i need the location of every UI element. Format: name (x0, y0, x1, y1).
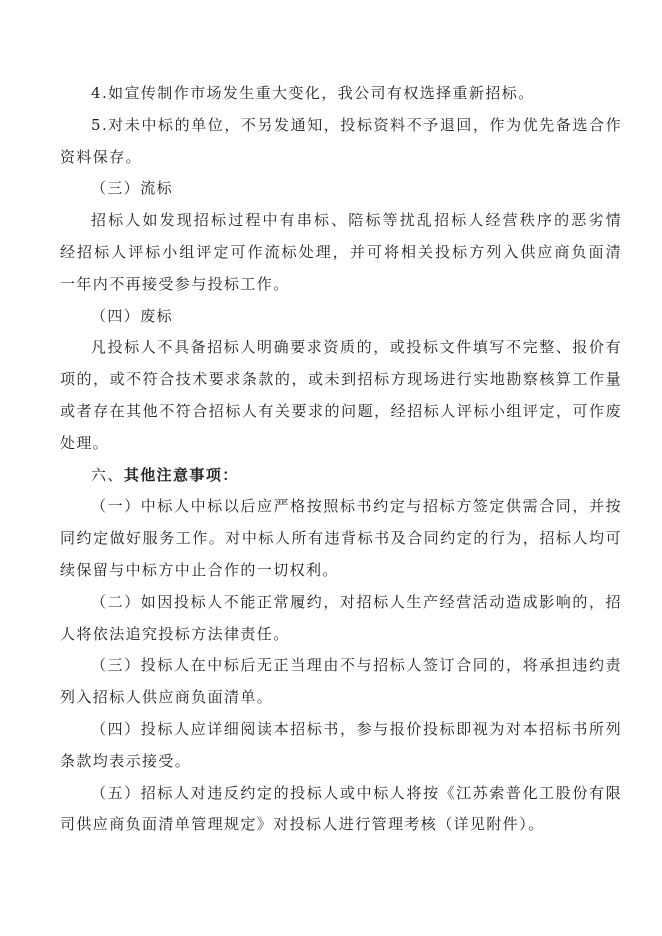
line-text: （五）招标人对违反约定的投标人或中标人将按《江苏索普化工股份有限 (91, 783, 622, 802)
section-number: 六、 (91, 465, 124, 484)
document-body (60, 78, 622, 841)
text-line (60, 237, 622, 269)
line-text: 司供应商负面清单管理规定》对投标人进行管理考核（详见附件）。 (60, 815, 545, 834)
line-text: 或者存在其他不符合招标人有关要求的问题，经招标人评标小组评定，可作废 (60, 401, 622, 420)
line-text: 条款均表示接受。 (60, 751, 192, 770)
line-text: 续保留与中标方中止合作的一切权利。 (60, 560, 339, 579)
line-text: 凡投标人不具备招标人明确要求资质的，或投标文件填写不完整、报价有 (91, 338, 622, 357)
text-line (60, 523, 622, 555)
text-line (60, 555, 622, 587)
line-text: 4.如宣传制作市场发生重大变化，我公司有权选择重新招标。 (91, 84, 535, 102)
section-heading (60, 460, 622, 492)
line-text: （四）废标 (91, 306, 174, 325)
text-line (60, 142, 622, 174)
line-text: 资料保存。 (60, 147, 143, 166)
line-text: 5.对未中标的单位，不另发通知，投标资料不予退回，作为优先备选合作 (91, 115, 622, 134)
line-text: 招标人如发现招标过程中有串标、陪标等扰乱招标人经营秩序的恶劣情 (91, 211, 622, 230)
line-text: （一）中标人中标以后应严格按照标书约定与招标方签定供需合同，并按 (91, 497, 622, 516)
text-line (60, 301, 622, 333)
line-text: 经招标人评标小组评定可作流标处理，并可将相关投标方列入供应商负面清 (60, 242, 622, 261)
text-line (60, 396, 622, 428)
text-line (60, 746, 622, 778)
text-line (60, 428, 622, 460)
line-text: 人将依法追究投标方法律责任。 (60, 624, 290, 643)
text-line (60, 778, 622, 810)
line-text: 项的，或不符合技术要求条款的，或未到招标方现场进行实地勘察核算工作量 (60, 370, 622, 389)
text-line (60, 173, 622, 205)
line-text: 列入招标人供应商负面清单。 (60, 688, 274, 707)
line-text: （三）投标人在中标后无正当理由不与招标人签订合同的，将承担违约责 (91, 656, 622, 675)
text-line (60, 269, 622, 301)
text-line (60, 110, 622, 142)
text-line (60, 714, 622, 746)
line-text: （三）流标 (91, 179, 174, 198)
text-line (60, 650, 622, 682)
line-text: （四）投标人应详细阅读本招标书，参与报价投标即视为对本招标书所列 (91, 719, 622, 738)
text-line (60, 364, 622, 396)
text-line (60, 491, 622, 523)
line-text: 一年内不再接受参与投标工作。 (60, 274, 290, 293)
text-line (60, 205, 622, 237)
line-text: （二）如因投标人不能正常履约，对招标人生产经营活动造成影响的，招 (91, 592, 622, 611)
line-text: 其他注意事项： (123, 465, 239, 484)
line-text: 同约定做好服务工作。对中标人所有违背标书及合同约定的行为，招标人均可 (60, 529, 622, 548)
line-text: 处理。 (60, 433, 110, 452)
text-line (60, 809, 622, 841)
text-line (60, 587, 622, 619)
text-line (60, 682, 622, 714)
text-line (60, 332, 622, 364)
text-line (60, 619, 622, 651)
text-line (60, 78, 622, 110)
